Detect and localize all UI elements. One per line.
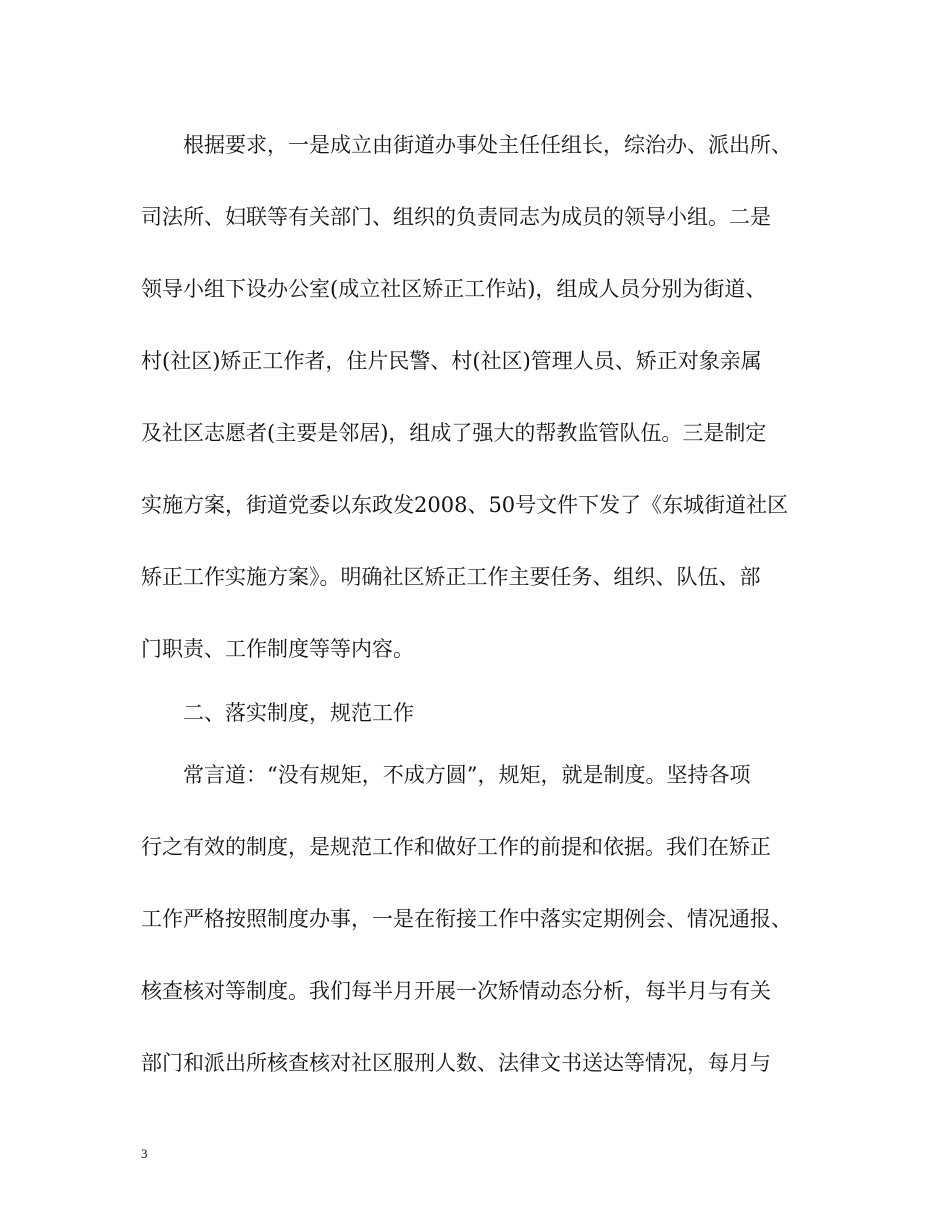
paragraph-line: 行之有效的制度，是规范工作和做好工作的前提和依据。我们在矫正: [141, 835, 771, 859]
section-heading: 二、落实制度，规范工作: [183, 701, 414, 725]
page-number: 3: [141, 1146, 148, 1161]
paragraph-line: 工作严格按照制度办事，一是在衔接工作中落实定期例会、情况通报、: [141, 907, 792, 931]
paragraph-line: 根据要求，一是成立由街道办事处主任任组长，综治办、派出所、: [183, 133, 792, 157]
paragraph-line: 及社区志愿者(主要是邻居)，组成了强大的帮教监管队伍。三是制定: [141, 421, 767, 445]
paragraph-line: 部门和派出所核查核对社区服刑人数、法律文书送达等情况，每月与: [141, 1051, 771, 1075]
paragraph-line: 实施方案，街道党委以东政发2008、50号文件下发了《东城街道社区: [141, 493, 789, 517]
paragraph-line: 村(社区)矫正工作者，住片民警、村(社区)管理人员、矫正对象亲属: [141, 349, 762, 373]
paragraph-line: 常言道：“没有规矩，不成方圆”，规矩，就是制度。坚持各项: [183, 763, 751, 787]
paragraph-line: 核查核对等制度。我们每半月开展一次矫情动态分析，每半月与有关: [141, 979, 771, 1003]
paragraph-line: 领导小组下设办公室(成立社区矫正工作站)，组成人员分别为街道、: [141, 277, 767, 301]
paragraph-line: 司法所、妇联等有关部门、组织的负责同志为成员的领导小组。二是: [141, 205, 771, 229]
paragraph-line: 门职责、工作制度等等内容。: [141, 637, 414, 661]
paragraph-line: 矫正工作实施方案》。明确社区矫正工作主要任务、组织、队伍、部: [141, 565, 761, 589]
